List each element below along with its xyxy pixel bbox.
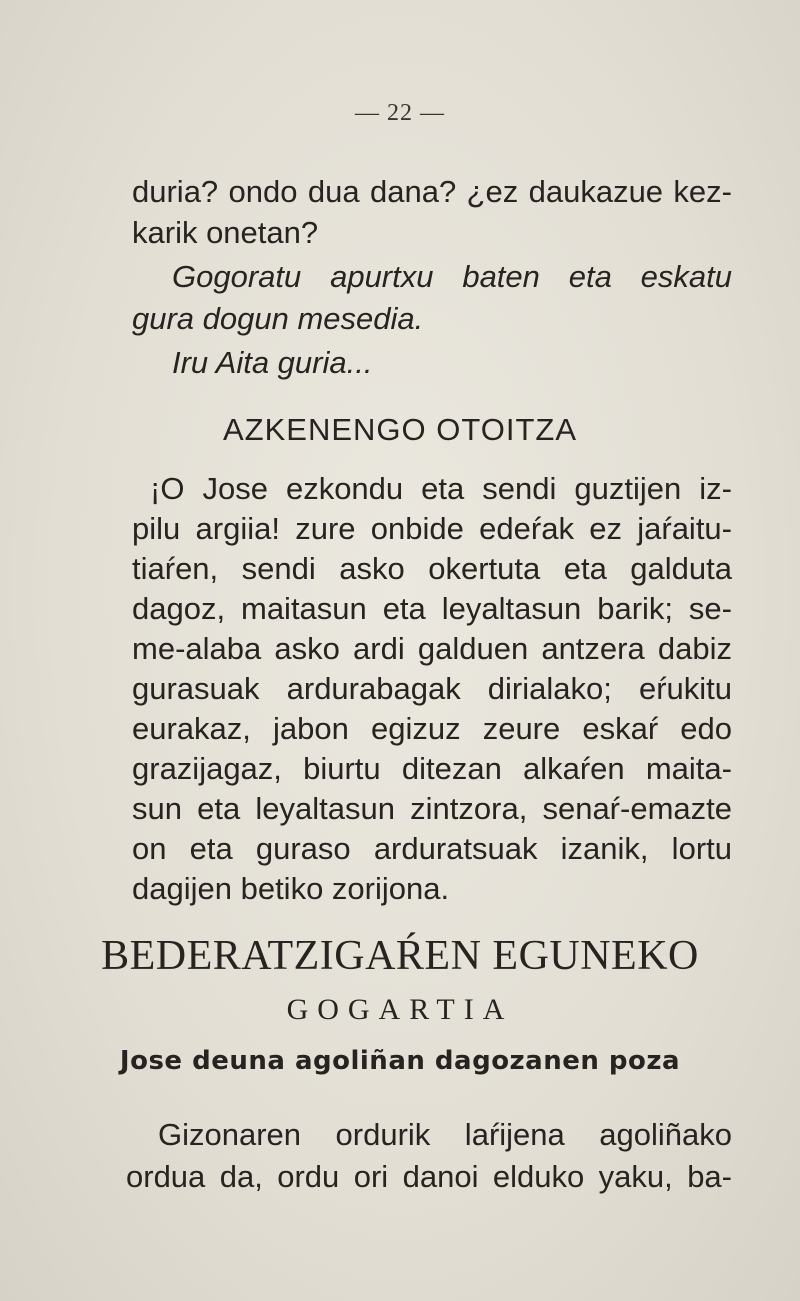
page-number: — 22 —: [355, 100, 445, 126]
text-line: tiaŕen, sendi asko okertuta eta galduta: [132, 551, 732, 586]
text-line: ordua da, ordu ori danoi elduko yaku, ba-: [126, 1159, 732, 1194]
text-line: duria? ondo dua dana? ¿ez daukazue kez-: [132, 174, 732, 209]
italic-line: Gogoratu apurtxu baten eta eskatu: [172, 259, 732, 294]
section-subtitle: Jose deuna agoliñan dagozanen poza: [119, 1046, 681, 1076]
text-line: eurakaz, jabon egizuz zeure eskaŕ edo: [132, 711, 732, 746]
text-line: sun eta leyaltasun zintzora, senaŕ-emazte: [132, 791, 732, 826]
text-line: pilu argiia! zure onbide edeŕak ez jaŕaitu-: [132, 511, 732, 546]
text-line: me-alaba asko ardi galduen antzera dabiz: [132, 631, 732, 666]
section-heading: BEDERATZIGAŔEN EGUNEKO: [101, 933, 699, 979]
section-heading: AZKENENGO OTOITZA: [222, 412, 578, 447]
text-line: dagoz, maitasun eta leyaltasun barik; se-: [132, 591, 732, 626]
text-line: grazijagaz, biurtu ditezan alkaŕen maita-: [132, 751, 732, 786]
italic-line: gura dogun mesedia.: [132, 301, 424, 336]
section-subheading: GOGARTIA: [286, 993, 514, 1026]
text-line: Gizonaren ordurik laŕijena agoliñako: [158, 1117, 732, 1152]
text-line: ¡O Jose ezkondu eta sendi guztijen iz-: [150, 471, 732, 506]
text-line: gurasuak ardurabagak dirialako; eŕukitu: [132, 671, 732, 706]
italic-line: Iru Aita guria...: [172, 345, 373, 380]
text-line: dagijen betiko zorijona.: [132, 871, 450, 906]
text-line: karik onetan?: [132, 215, 319, 250]
text-line: on eta guraso arduratsuak izanik, lortu: [132, 831, 732, 866]
